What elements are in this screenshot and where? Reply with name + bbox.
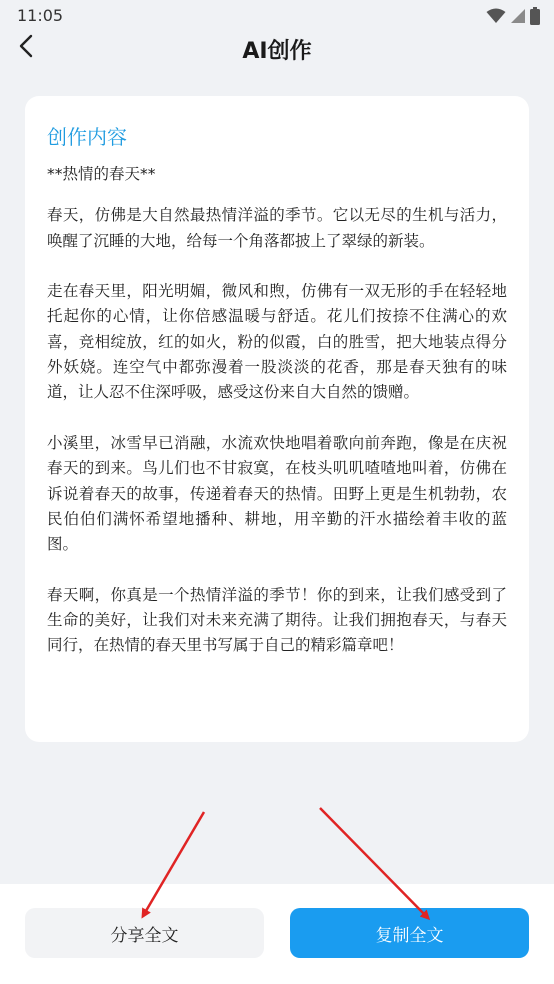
content-paragraph: 小溪里，冰雪早已消融，水流欢快地唱着歌向前奔跑，像是在庆祝春天的到来。鸟儿们也不甘寂寞，在枝头叽叽喳喳地叫着，仿佛在诉说着春天的故事，传递着春天的热情。田野上更是生机勃勃，农民伯伯们满怀希望地播种、耕地，用辛勤的汗水描绘着丰收的蓝图。 [47,433,507,554]
page-title: AI创作 [242,39,312,64]
share-all-button[interactable] [25,908,264,958]
wifi-icon [486,8,506,28]
share-all-label: 分享全文 [110,925,179,946]
battery-icon [530,7,540,29]
app-header [0,30,554,70]
card-body [47,162,507,659]
content-paragraph: 春天啊，你真是一个热情洋溢的季节！你的到来，让我们感受到了生命的美好，让我们对未来充满了期待。让我们拥抱春天，与春天同行，在热情的春天里书写属于自己的精彩篇章吧！ [47,585,507,655]
card-title: 创作内容 [47,125,127,149]
signal-icon [510,8,526,28]
content-heading: **热情的春天** [47,165,156,183]
status-time: 11:05 [17,6,64,25]
copy-all-button[interactable] [290,908,529,958]
content-paragraph: 走在春天里，阳光明媚，微风和煦，仿佛有一双无形的手在轻轻地托起你的心情，让你倍感温暖与舒适。花儿们按捺不住满心的欢喜，竞相绽放，红的如火，粉的似霞，白的胜雪，把大地装点得分外妖娆。连空气中都弥漫着一股淡淡的花香，那是春天独有的味道，让人忍不住深呼吸，感受这份来自大自然的馈赠。 [47,282,507,402]
status-icons [486,7,540,29]
content-card [25,96,529,742]
content-paragraph: 春天，仿佛是大自然最热情洋溢的季节。它以无尽的生机与活力，唤醒了沉睡的大地，给每一个角落都披上了翠绿的新装。 [47,206,507,250]
status-bar [0,0,554,30]
bottom-action-bar [0,884,554,984]
copy-all-label: 复制全文 [375,925,444,946]
